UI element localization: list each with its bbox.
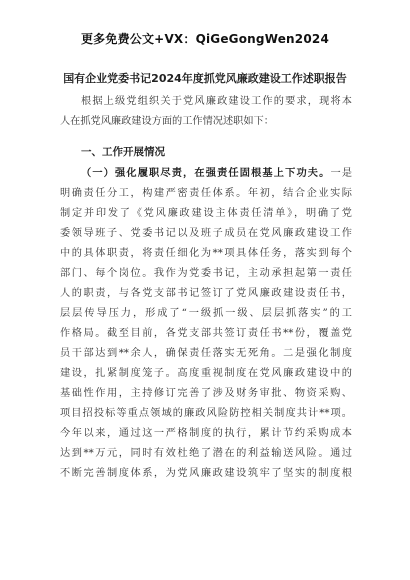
body-line: 不断完善制度体系，为党风廉政建设筑牢了坚实的制度根 [60,468,352,479]
section-heading: 一、工作开展情况 [81,146,165,158]
body-line: 建设，扎紧制度笼子。高度重视制度在党风廉政建设中的 [60,368,352,379]
header-note: 更多免费公文+VX：QiGeGongWen2024 [80,32,329,46]
paragraph-1 [60,164,352,484]
body-line: 今年以来，通过这一严格制度的执行，累计节约采购成本 [60,428,352,439]
body-line: 员干部达到**余人，确保责任落实无死角。二是强化制度 [60,348,352,359]
intro-line: 人在抓党风廉政建设方面的工作情况述职如下： [60,116,274,127]
body-line: 基础性作用，主持修订完善了涉及财务审批、物资采购、 [60,388,352,399]
paragraph-lead: （一）强化履职尽责，在强责任固根基上下功夫。 [81,168,331,179]
body-line: 委领导班子、党委书记以及班子成员在党风廉政建设工作 [60,228,352,239]
body-line: 部门、每个岗位。我作为党委书记，主动承担起第一责任 [60,268,352,279]
intro-paragraph [60,92,352,132]
body-line: 层层传导压力，形成了“一级抓一级、层层抓落实”的工 [60,308,352,319]
paragraph-lead-line [60,164,352,184]
intro-line: 根据上级党组织关于党风廉政建设工作的要求，现将本 [81,96,352,107]
body-line: 达到**万元，同时有效杜绝了潜在的利益输送风险。通过 [60,448,352,459]
body-line: 作格局。截至目前，各党支部共签订责任书**份，覆盖党 [60,328,352,339]
body-line: 中的具体职责，将责任细化为**项具体任务，落实到每个 [60,248,352,259]
body-line: 制定并印发了《党风廉政建设主体责任清单》，明确了党 [60,208,352,219]
body-line: 明确责任分工，构建严密责任体系。年初，结合企业实际 [60,188,352,199]
body-line: 项目招投标等重点领域的廉政风险防控相关制度共计**项。 [60,408,352,419]
paragraph-lead-tail: 一是 [330,168,352,179]
document-title: 国有企业党委书记2024年度抓党风廉政建设工作述职报告 [63,72,347,85]
body-line: 人的职责，与各党支部书记签订了党风廉政建设责任书， [60,288,352,299]
